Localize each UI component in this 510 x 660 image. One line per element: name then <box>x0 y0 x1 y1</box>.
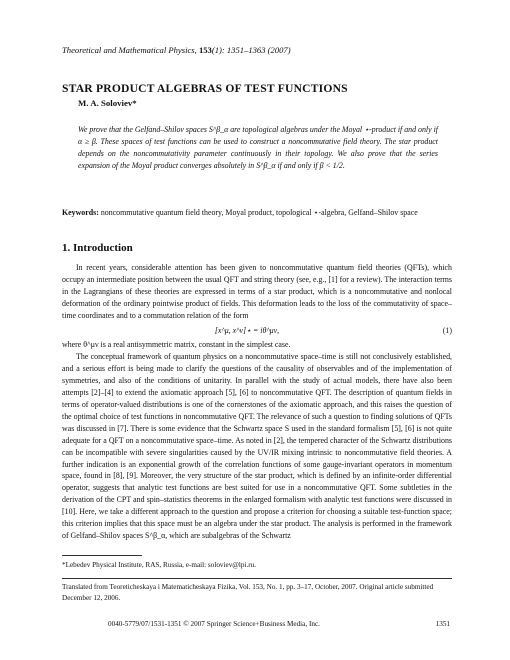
paper-title: STAR PRODUCT ALGEBRAS OF TEST FUNCTIONS <box>62 82 348 95</box>
footnote: *Lebedev Physical Institute, RAS, Russia, e-mail: soloviev@lpi.ru. <box>62 561 257 569</box>
keywords-text: noncommutative quantum field theory, Moyal product, topological ⋆-algebra, Gelfand–Shilov space <box>100 208 418 217</box>
page-number: 1351 <box>435 620 450 628</box>
journal-name: Theoretical and Mathematical Physics, <box>62 45 197 55</box>
footnote-rule <box>62 555 142 556</box>
journal-issue-pages: (1): 1351–1363 (2007) <box>211 45 291 55</box>
section-heading: 1. Introduction <box>62 242 133 254</box>
journal-header <box>62 45 291 55</box>
equation-number: (1) <box>442 325 452 335</box>
abstract <box>78 124 438 172</box>
translation-note: Translated from Teoreticheskaya i Matematicheskaya Fizika, Vol. 153, No. 1, pp. 3–17, October, 2007. Original article submitted December 12, 2006. <box>62 583 434 602</box>
paragraph-2: where θ^μν is a real antisymmetric matrix, constant in the simplest case. <box>62 340 291 350</box>
paragraph-3: The conceptual framework of quantum physics on a noncommutative space–time is still not conclusively established, and a serious effort is being made to clarify the questions of the causality of observables and of the implementation of symmetries, and also of the conditions of unitarity. In parallel with the study of actual models, there have also been attempts [2]–[4] to extend the axiomatic approach [5], [6] to noncommutative QFT. The description of quantum fields in terms of operator-valued distributions is one of the cornerstones of the axiomatic approach, and this raises the question of the optimal choice of test functions in noncommutative QFT. The relevance of such a question to finding solutions of QFTs was discussed in [7]. There is some evidence that the Schwartz space S used in the standard formalism [5], [6] is not quite adequate for a QFT on a noncommutative space–time. As noted in [2], the tempered character of the Schwartz distributions can be incompatible with severe singularities caused by the UV/IR mixing intrinsic to noncommutative field theories. A further indication is an exponential growth of the correlation functions of some gauge-invariant operators in momentum space, found in [8], [9]. Moreover, the very structure of the star product, which is defined by an infinite-order differential operator, suggests that analytic test functions are best suited for use in a noncommutative QFT. Some subtleties in the derivation of the CPT and spin–statistics theorems in the enlarged formalism with analytic test functions were discussed in [10]. Here, we take a different approach to the question and propose a criterion for choosing a suitable test-function space; this criterion implies that this space must be an algebra under the star product. The analysis is performed in the framework of Gelfand–Shilov spaces S^β_α, which are subalgebras of the Schwartz <box>62 352 452 540</box>
keywords <box>62 207 452 219</box>
body-text <box>62 262 452 542</box>
paper-author: M. A. Soloviev* <box>78 98 137 108</box>
journal-volume: 153 <box>198 45 212 55</box>
copyright-line: 0040-5779/07/1531-1351 © 2007 Springer Science+Business Media, Inc. <box>108 620 320 628</box>
translation-rule <box>62 578 452 579</box>
paragraph-1: In recent years, considerable attention has been given to noncommutative quantum field theories (QFTs), which occupy an intermediate position between the usual QFT and string theory (see, e.g., [1] for a review). The interaction terms in the Lagrangians of these theories are expressed in terms of a star product, which is a noncommutative and nonlocal deformation of the ordinary pointwise product of fields. This deformation leads to the loss of the commutativity of space–time coordinates and to a commutation relation of the form <box>62 263 452 320</box>
equation-expression: [x^μ, x^ν]⋆ = iθ^μν, <box>214 325 280 335</box>
abstract-text: We prove that the Gelfand–Shilov spaces S^β_α are topological algebras under the Moyal ⋆-product if and only if α ≥ β. These spaces of test functions can be used to construct a noncommutative field theory. The star product depends on the noncommutativity parameter continuously in their topology. We also prove that the series expansion of the Moyal product converges absolutely in S^β_α if and only if β < 1/2. <box>78 125 438 170</box>
equation-1 <box>62 325 452 337</box>
keywords-label: Keywords: <box>62 208 99 217</box>
